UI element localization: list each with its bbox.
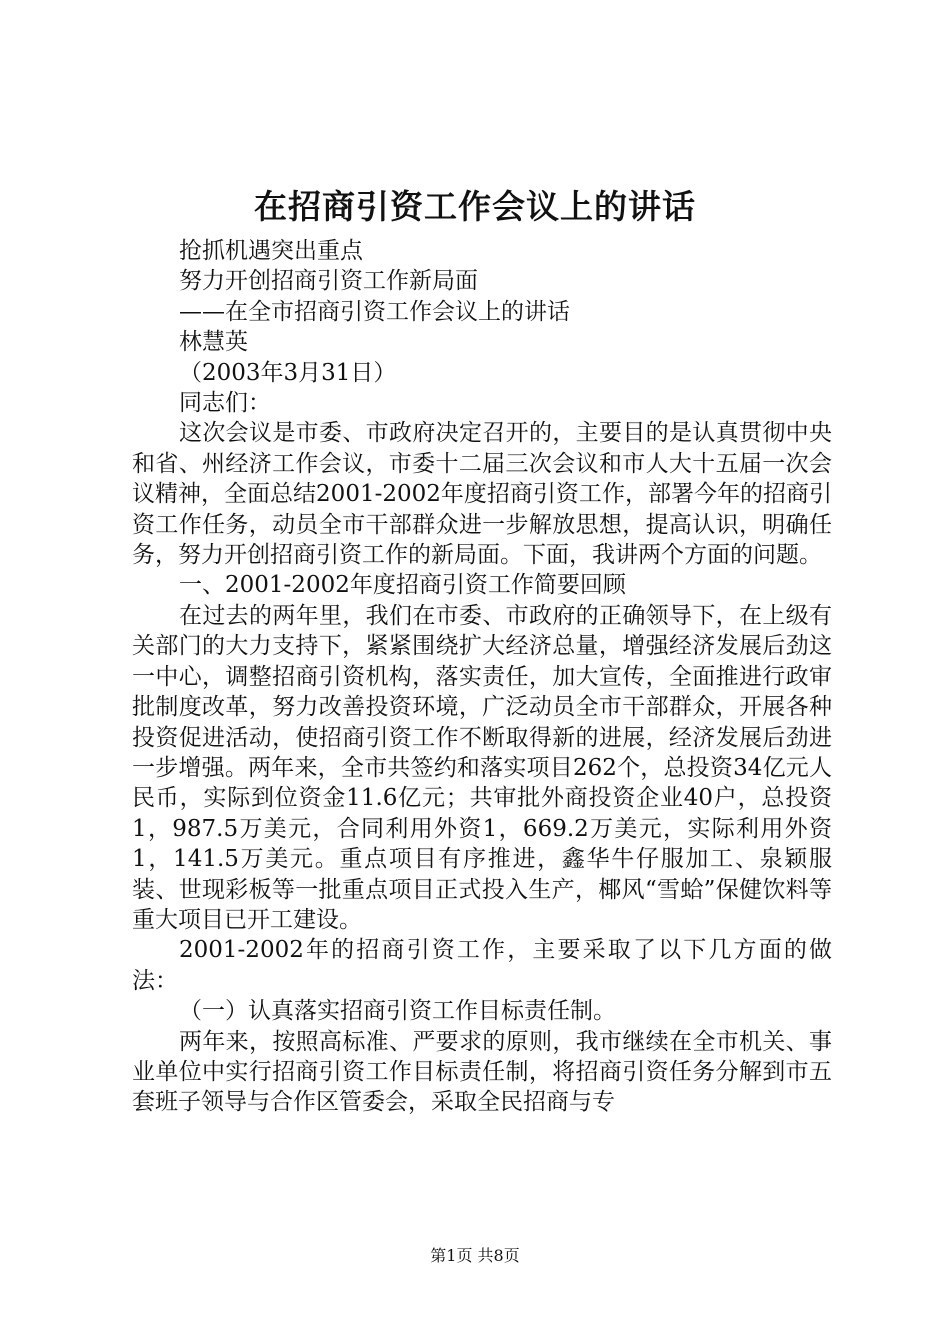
document-body	[132, 236, 832, 1118]
paragraph-review: 在过去的两年里，我们在市委、市政府的正确领导下，在上级有关部门的大力支持下，紧紧围绕扩大经济总量，增强经济发展后劲这一中心，调整招商引资机构，落实责任，加大宣传，全面推进行政审批制度改革，努力改善投资环境，广泛动员全市干部群众，开展各种投资促进活动，使招商引资工作不断取得新的进展，经济发展后劲进一步增强。两年来，全市共签约和落实项目262个，总投资34亿元人民币，实际到位资金11.6亿元；共审批外商投资企业40户，总投资1，987.5万美元，合同利用外资1，669.2万美元，实际利用外资1，141.5万美元。重点项目有序推进，鑫华牛仔服加工、泉颖服装、世现彩板等一批重点项目正式投入生产，椰风“雪蛤”保健饮料等重大项目已开工建设。	[132, 602, 832, 933]
salutation: 同志们：	[179, 390, 271, 417]
subtitle-line-3: ——在全市招商引资工作会议上的讲话	[179, 298, 570, 325]
subsection-heading-1: （一）认真落实招商引资工作目标责任制。	[179, 998, 616, 1025]
section-heading-1: 一、2001-2002年度招商引资工作简要回顾	[179, 572, 626, 599]
page-footer: 第1页 共8页	[430, 1246, 520, 1265]
paragraph-methods: 2001-2002年的招商引资工作，主要采取了以下几方面的做法：	[132, 937, 832, 994]
paragraph-responsibility: 两年来，按照高标准、严要求的原则，我市继续在全市机关、事业单位中实行招商引资工作目标责任制，将招商引资任务分解到市五套班子领导与合作区管委会，采取全民招商与专	[132, 1028, 832, 1116]
subtitle-line-2: 努力开创招商引资工作新局面	[179, 268, 478, 295]
speech-date: （2003年3月31日）	[179, 359, 397, 386]
author-name: 林慧英	[179, 329, 248, 356]
paragraph-intro: 这次会议是市委、市政府决定召开的，主要目的是认真贯彻中央和省、州经济工作会议，市委十二届三次会议和市人大十五届一次会议精神，全面总结2001-2002年度招商引资工作，部署今年的招商引资工作任务，动员全市干部群众进一步解放思想，提高认识，明确任务，努力开创招商引资工作的新局面。下面，我讲两个方面的问题。	[132, 420, 832, 569]
subtitle-line-1: 抢抓机遇突出重点	[179, 238, 363, 264]
page-title: 在招商引资工作会议上的讲话	[254, 187, 696, 226]
